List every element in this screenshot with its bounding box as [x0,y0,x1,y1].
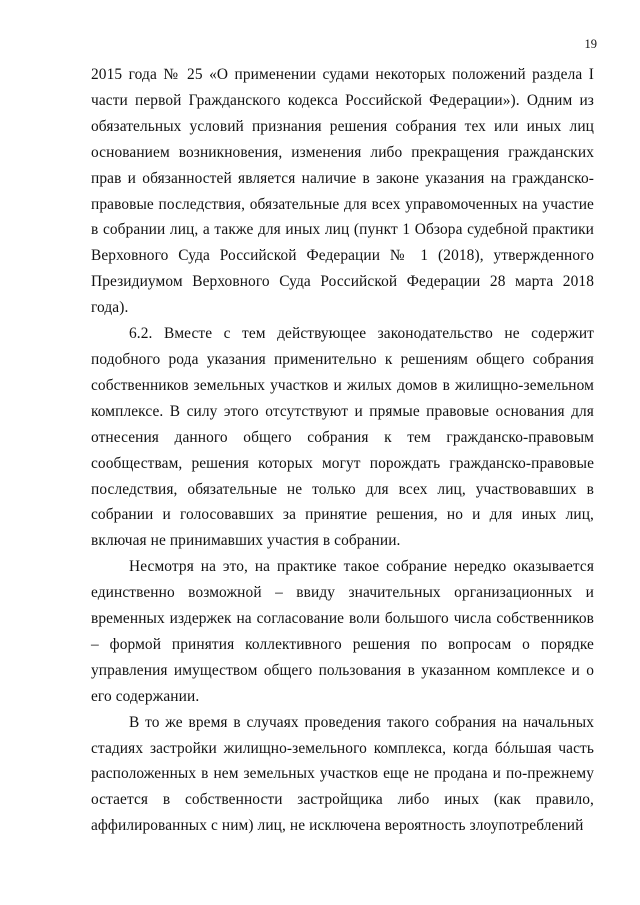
paragraph-continuation: 2015 года № 25 «О применении судами некоторых положений раздела I части первой Гражданского кодекса Российской Федерации»). Одним из обязательных условий признания решения собрания тех или иных лиц основанием возникновения, изменения либо прекращения гражданских прав и обязанностей является наличие в законе указания на гражданско-правовые последствия, обязательные для всех управомоченных на участие в собрании лиц, а также для иных лиц (пункт 1 Обзора судебной практики Верховного Суда Российской Федерации № 1 (2018), утвержденного Президиумом Верховного Суда Российской Федерации 28 марта 2018 года). [91,66,594,317]
paragraph-6-2: 6.2. Вместе с тем действующее законодательство не содержит подобного рода указания применительно к решениям общего собрания собственников земельных участков и жилых домов в жилищно-земельном комплексе. В силу этого отсутствуют и прямые правовые основания для отнесения данного общего собрания к тем гражданско-правовым сообществам, решения которых могут порождать гражданско-правовые последствия, обязательные не только для всех лиц, участвовавших в собрании и голосовавших за принятие решения, но и для иных лиц, включая не принимавших участия в собрании. [91,325,594,550]
page-number: 19 [584,37,597,51]
body-text [91,62,594,839]
paragraph-practice: Несмотря на это, на практике такое собрание нередко оказывается единственно возможной – ввиду значительных организационных и временных издержек на согласование воли большого числа собственников – формой принятия коллективного решения по вопросам о порядке управления имуществом общего пользования в указанном комплексе и о его содержании. [91,558,594,705]
paragraph-early-stages: В то же время в случаях проведения такого собрания на начальных стадиях застройки жилищно-земельного комплекса, когда бóльшая часть расположенных в нем земельных участков еще не продана и по-прежнему остается в собственности застройщика либо иных (как правило, аффилированных с ним) лиц, не исключена вероятность злоупотреблений [91,713,594,835]
